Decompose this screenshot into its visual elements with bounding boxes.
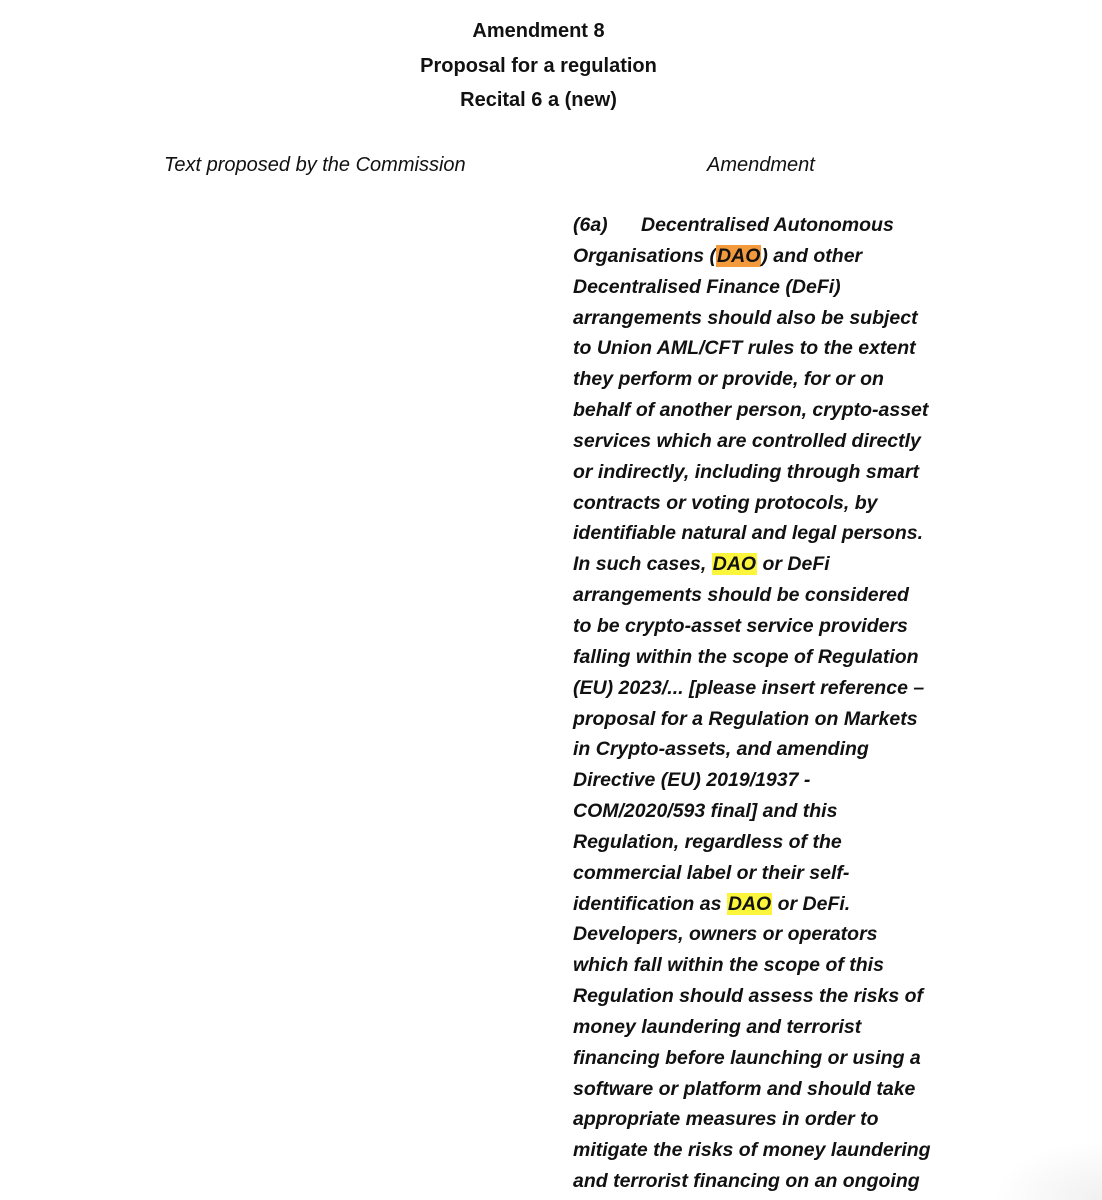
text-segment: identification as — [573, 892, 727, 915]
text-line: proposal for a Regulation on Markets — [573, 707, 918, 730]
text-line: and terrorist financing on an ongoing — [573, 1170, 920, 1193]
dao-highlight-yellow: DAO — [712, 553, 757, 576]
column-headings — [0, 154, 1102, 184]
text-line: contracts or voting protocols, by — [573, 491, 878, 514]
text-line: arrangements should be considered — [573, 584, 909, 607]
text-segment: Organisations ( — [573, 244, 717, 267]
amendment-number: Amendment 8 — [472, 20, 605, 42]
text-line: (EU) 2023/... [please insert reference – — [573, 676, 925, 699]
text-segment: or DeFi — [757, 553, 830, 576]
text-line: behalf of another person, crypto-asset — [573, 399, 929, 422]
recital-number: (6a) — [573, 214, 608, 236]
text-segment: or DeFi. — [772, 892, 851, 915]
text-line: Regulation, regardless of the — [573, 830, 842, 853]
text-line: Developers, owners or operators — [573, 923, 878, 946]
dao-highlight-yellow: DAO — [727, 892, 772, 915]
text-line: falling within the scope of Regulation — [573, 645, 919, 668]
page-corner-shadow — [992, 1140, 1102, 1200]
text-line: commercial label or their self- — [573, 861, 850, 884]
text-line: in Crypto-assets, and amending — [573, 738, 869, 761]
text-line: mitigate the risks of money laundering — [573, 1139, 931, 1162]
text-line: money laundering and terrorist — [573, 1015, 862, 1038]
text-line: or indirectly, including through smart — [573, 460, 919, 483]
text-segment: In such cases, — [573, 553, 712, 576]
recital-label: Recital 6 a (new) — [460, 89, 617, 111]
text-line: COM/2020/593 final] and this — [573, 800, 838, 823]
dao-highlight-orange: DAO — [717, 244, 761, 267]
text-segment: Decentralised Autonomous — [641, 214, 894, 236]
commission-text-heading: Text proposed by the Commission — [164, 154, 466, 176]
text-line — [573, 889, 958, 920]
text-line: arrangements should also be subject — [573, 306, 918, 329]
text-line: to be crypto-asset service providers — [573, 614, 908, 637]
text-line: which fall within the scope of this — [573, 954, 884, 977]
text-line: appropriate measures in order to — [573, 1108, 879, 1131]
amendment-heading: Amendment — [707, 154, 815, 176]
text-line: Regulation should assess the risks of — [573, 985, 924, 1008]
text-line — [573, 210, 958, 241]
text-line: identifiable natural and legal persons. — [573, 522, 923, 545]
text-line — [573, 241, 958, 272]
proposal-title: Proposal for a regulation — [420, 54, 657, 77]
document-header — [0, 14, 1077, 118]
text-line: they perform or provide, for or on — [573, 368, 884, 391]
text-line — [573, 549, 958, 580]
text-line: to Union AML/CFT rules to the extent — [573, 337, 916, 360]
text-segment: ) and other — [761, 244, 863, 267]
text-line: Directive (EU) 2019/1937 - — [573, 769, 811, 792]
text-line: services which are controlled directly — [573, 429, 921, 452]
text-line: Decentralised Finance (DeFi) — [573, 275, 841, 298]
text-line: financing before launching or using a — [573, 1046, 921, 1069]
amendment-text — [573, 210, 958, 1197]
text-line: software or platform and should take — [573, 1077, 916, 1100]
